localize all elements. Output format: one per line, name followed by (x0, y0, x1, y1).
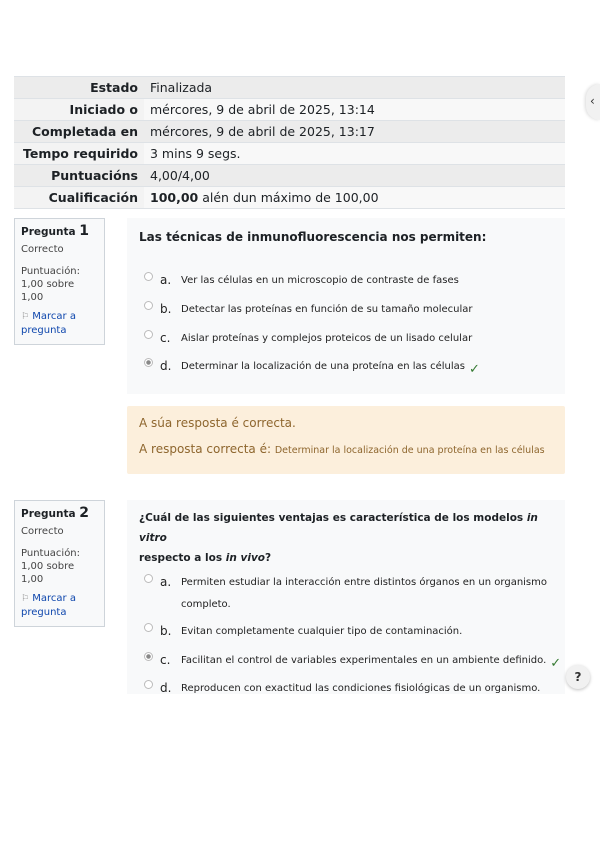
summary-label: Completada en (14, 121, 144, 143)
summary-row-marks (14, 165, 565, 187)
attempt-summary-table (14, 76, 565, 209)
option-text: Ver las células en un microscopio de contraste de fases (181, 275, 459, 286)
summary-row-started (14, 99, 565, 121)
option-text: Facilitan el control de variables experimentales en un ambiente definido. (181, 655, 547, 666)
radio-button[interactable] (144, 574, 153, 583)
question-2-formulation (127, 500, 565, 694)
option-letter: b. (160, 302, 172, 316)
summary-value: mércores, 9 de abril de 2025, 13:14 (144, 99, 565, 121)
answer-option-a[interactable] (144, 273, 459, 292)
summary-row-completed (14, 121, 565, 143)
question-2-info (14, 500, 105, 627)
option-text: Permiten estudiar la interacción entre distintos órganos en un organismo completo. (181, 577, 548, 610)
answer-option-b[interactable] (144, 624, 463, 643)
summary-label: Estado (14, 77, 144, 99)
help-button[interactable] (566, 665, 590, 689)
question-grade: Puntuación: 1,00 sobre 1,00 (21, 548, 81, 585)
option-letter: d. (160, 359, 172, 373)
question-text: Las técnicas de inmunofluorescencia nos permiten: (139, 230, 487, 244)
answer-option-a[interactable] (144, 575, 548, 616)
radio-button[interactable] (144, 330, 153, 339)
chevron-left-icon: ‹ (590, 94, 595, 108)
option-text: Detectar las proteínas en función de su tamaño molecular (181, 304, 473, 315)
question-number: Pregunta 2 (21, 505, 89, 521)
option-letter: c. (160, 331, 171, 345)
option-letter: c. (160, 653, 171, 667)
option-text: Aislar proteínas y complejos proteicos de un lisado celular (181, 333, 473, 344)
radio-button[interactable] (144, 272, 153, 281)
question-grade: Puntuación: 1,00 sobre 1,00 (21, 266, 81, 303)
summary-label: Puntuacións (14, 165, 144, 187)
option-letter: a. (160, 575, 172, 589)
radio-button-selected[interactable] (144, 652, 153, 661)
flag-icon: ⚐ (21, 312, 30, 322)
correct-check-icon: ✓ (550, 656, 562, 671)
option-text: Reproducen con exactitud las condiciones fisiológicas de un organismo. (181, 683, 541, 694)
summary-row-state (14, 77, 565, 99)
option-text: Determinar la localización de una proteína en las células (181, 361, 465, 372)
summary-label: Iniciado o (14, 99, 144, 121)
summary-label: Tempo requirido (14, 143, 144, 165)
summary-value: Finalizada (144, 77, 565, 99)
flag-question-link[interactable]: ⚐ Marcar a pregunta (21, 593, 76, 618)
option-text: Evitan completamente cualquier tipo de contaminación. (181, 626, 463, 637)
summary-value: 4,00/4,00 (144, 165, 565, 187)
radio-button[interactable] (144, 301, 153, 310)
question-1-feedback (127, 406, 565, 474)
summary-row-time (14, 143, 565, 165)
option-letter: a. (160, 273, 172, 287)
question-1-formulation (127, 218, 565, 394)
radio-button-selected[interactable] (144, 358, 153, 367)
question-mark-icon: ? (574, 670, 582, 684)
summary-label: Cualificación (14, 187, 144, 209)
summary-value (144, 187, 565, 209)
drawer-toggle-button[interactable] (586, 84, 600, 120)
question-1-info (14, 218, 105, 345)
grade-suffix: alén dun máximo de 100,00 (202, 190, 379, 205)
question-number: Pregunta 1 (21, 223, 89, 239)
summary-value: mércores, 9 de abril de 2025, 13:17 (144, 121, 565, 143)
option-letter: b. (160, 624, 172, 638)
feedback-message: A súa resposta é correcta. (139, 416, 296, 430)
flag-icon: ⚐ (21, 594, 30, 604)
flag-question-link[interactable]: ⚐ Marcar a pregunta (21, 311, 76, 336)
answer-option-c[interactable] (144, 653, 562, 672)
summary-row-grade (14, 187, 565, 209)
answer-option-d[interactable] (144, 359, 480, 378)
question-text: ¿Cuál de las siguientes ventajas es característica de los modelos in vitro respecto a los in vivo? (139, 512, 538, 564)
radio-button[interactable] (144, 680, 153, 689)
radio-button[interactable] (144, 623, 153, 632)
summary-value: 3 mins 9 segs. (144, 143, 565, 165)
grade-value: 100,00 (150, 190, 199, 205)
correct-answer-text: A resposta correcta é: Determinar la localización de una proteína en las células (139, 442, 545, 456)
question-state: Correcto (21, 244, 64, 255)
option-letter: d. (160, 681, 172, 695)
correct-check-icon: ✓ (468, 362, 480, 377)
answer-option-d[interactable] (144, 681, 541, 700)
question-state: Correcto (21, 526, 64, 537)
answer-option-c[interactable] (144, 331, 473, 350)
answer-option-b[interactable] (144, 302, 473, 321)
